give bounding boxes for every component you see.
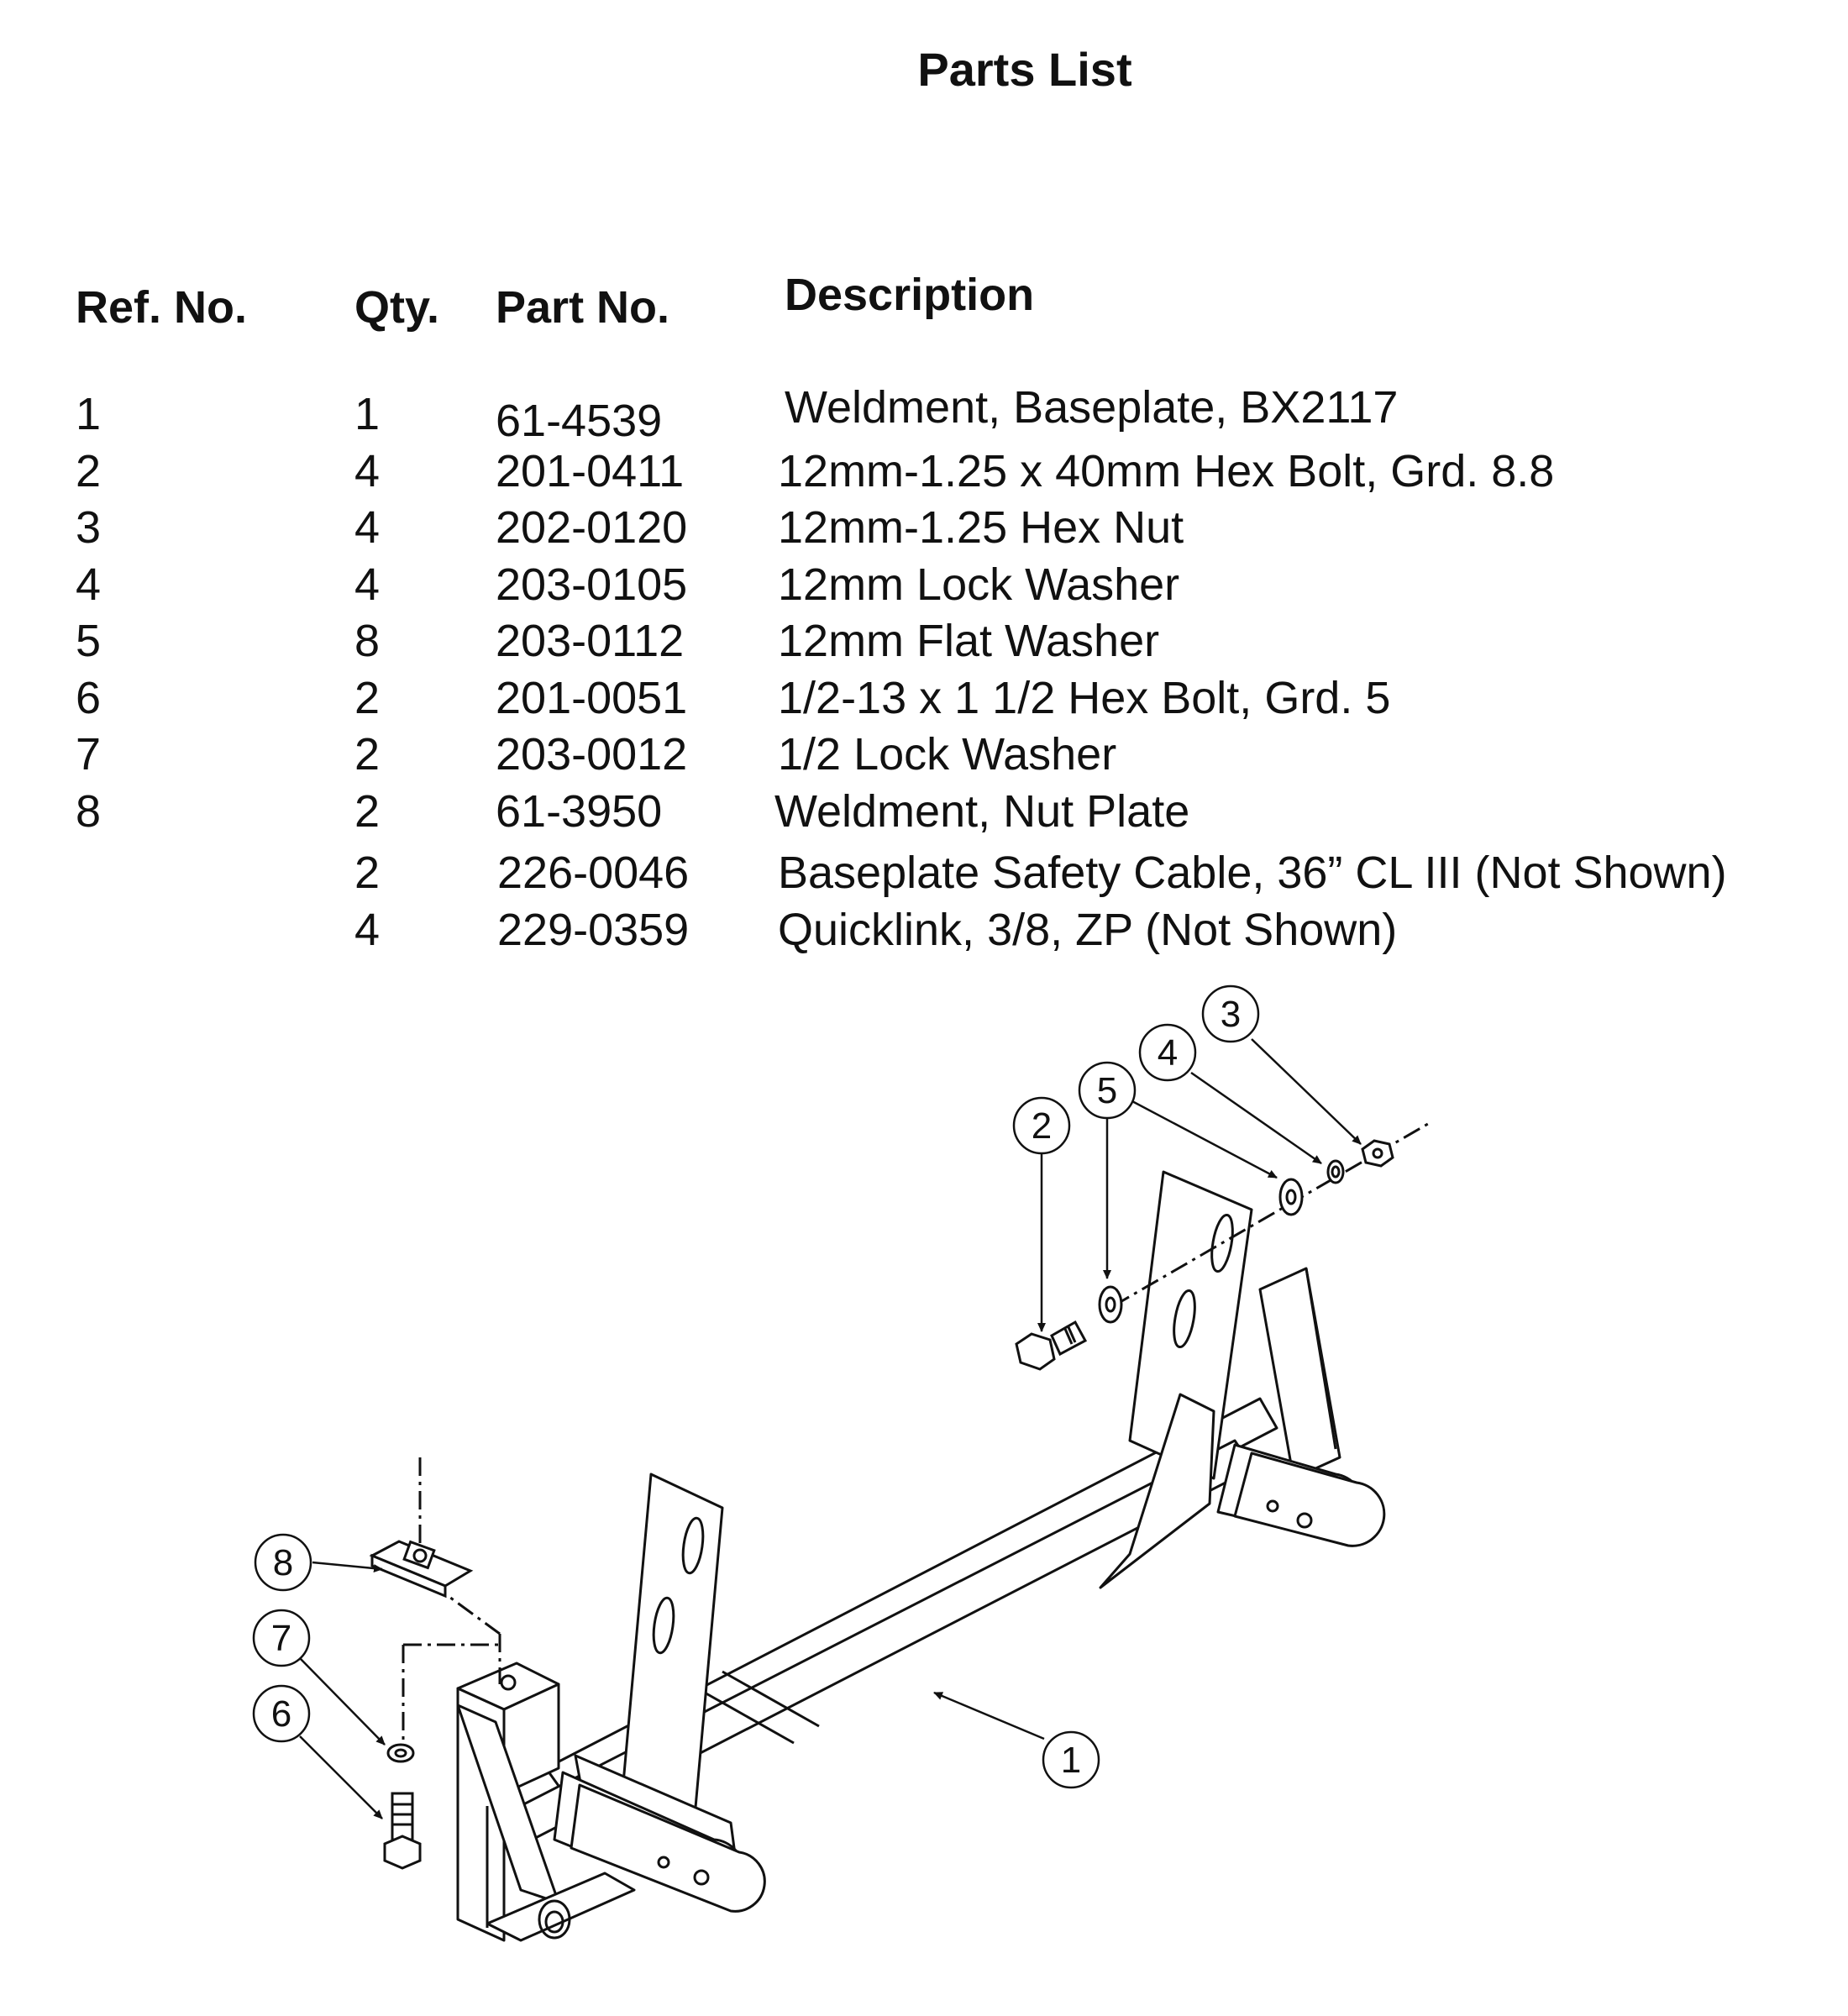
ref-no: 6 — [76, 672, 102, 723]
part-no: 203-0105 — [496, 559, 688, 610]
column-header-ref-no: Ref. No. — [76, 282, 248, 333]
lock-washer-icon — [388, 1745, 413, 1761]
hex-nut-icon — [1362, 1141, 1393, 1166]
qty: 2 — [354, 729, 381, 780]
callout-4 — [1140, 1025, 1195, 1080]
ref-no: 8 — [76, 785, 102, 837]
part-no: 201-0051 — [496, 672, 688, 723]
callout-label: 2 — [1031, 1105, 1053, 1147]
ref-no: 3 — [76, 502, 102, 553]
qty: 4 — [354, 502, 381, 553]
ref-no: 4 — [76, 559, 102, 610]
callout-5 — [1079, 1063, 1135, 1118]
callout-label: 7 — [270, 1618, 292, 1659]
callout-3 — [1203, 986, 1258, 1042]
description: 12mm-1.25 Hex Nut — [778, 502, 1184, 553]
description: Quicklink, 3/8, ZP (Not Shown) — [778, 904, 1398, 955]
qty: 4 — [354, 445, 381, 496]
callout-1 — [1043, 1732, 1099, 1788]
description: Weldment, Baseplate, BX2117 — [785, 382, 1399, 433]
ref-no: 1 — [76, 389, 102, 439]
qty: 8 — [354, 616, 381, 666]
column-header-qty: Qty. — [354, 282, 440, 333]
part-no: 229-0359 — [497, 904, 690, 955]
description: Weldment, Nut Plate — [774, 785, 1190, 837]
baseplate-weldment — [458, 1172, 1384, 1940]
description: 1/2 Lock Washer — [778, 729, 1117, 780]
column-header-part-no: Part No. — [496, 282, 670, 333]
callout-2 — [1014, 1098, 1069, 1153]
callout-label: 5 — [1096, 1070, 1118, 1111]
qty: 2 — [354, 785, 381, 837]
part-no: 226-0046 — [497, 848, 690, 898]
description: Baseplate Safety Cable, 36” CL III (Not Shown) — [778, 848, 1727, 898]
nut-plate-icon — [372, 1541, 470, 1596]
page-title: Parts List — [917, 43, 1132, 96]
ref-no: 7 — [76, 729, 102, 780]
qty: 2 — [354, 672, 381, 723]
qty: 4 — [354, 904, 381, 955]
part-no: 61-3950 — [496, 785, 663, 837]
callout-label: 1 — [1060, 1740, 1082, 1781]
callout-label: 6 — [270, 1693, 292, 1735]
callout-7 — [254, 1610, 309, 1666]
description: 12mm-1.25 x 40mm Hex Bolt, Grd. 8.8 — [778, 445, 1555, 496]
qty: 1 — [354, 389, 381, 439]
part-no: 203-0012 — [496, 729, 688, 780]
part-no: 201-0411 — [496, 445, 685, 496]
column-header-description: Description — [785, 270, 1035, 320]
ref-no: 5 — [76, 616, 102, 666]
hex-bolt-icon — [1016, 1322, 1085, 1369]
callout-label: 4 — [1157, 1032, 1179, 1074]
description: 12mm Lock Washer — [778, 559, 1180, 610]
part-no: 203-0112 — [496, 616, 685, 666]
callout-label: 8 — [272, 1542, 294, 1583]
qty: 2 — [354, 848, 381, 898]
callout-6 — [254, 1686, 309, 1741]
description: 12mm Flat Washer — [778, 616, 1160, 666]
qty: 4 — [354, 559, 381, 610]
part-no: 202-0120 — [496, 502, 688, 553]
ref-no: 2 — [76, 445, 102, 496]
part-no: 61-4539 — [496, 396, 663, 446]
description: 1/2-13 x 1 1/2 Hex Bolt, Grd. 5 — [778, 672, 1391, 723]
hex-bolt-icon — [385, 1793, 420, 1868]
lock-washer-icon — [1328, 1161, 1343, 1183]
callout-8 — [255, 1535, 311, 1590]
callout-label: 3 — [1220, 994, 1242, 1035]
